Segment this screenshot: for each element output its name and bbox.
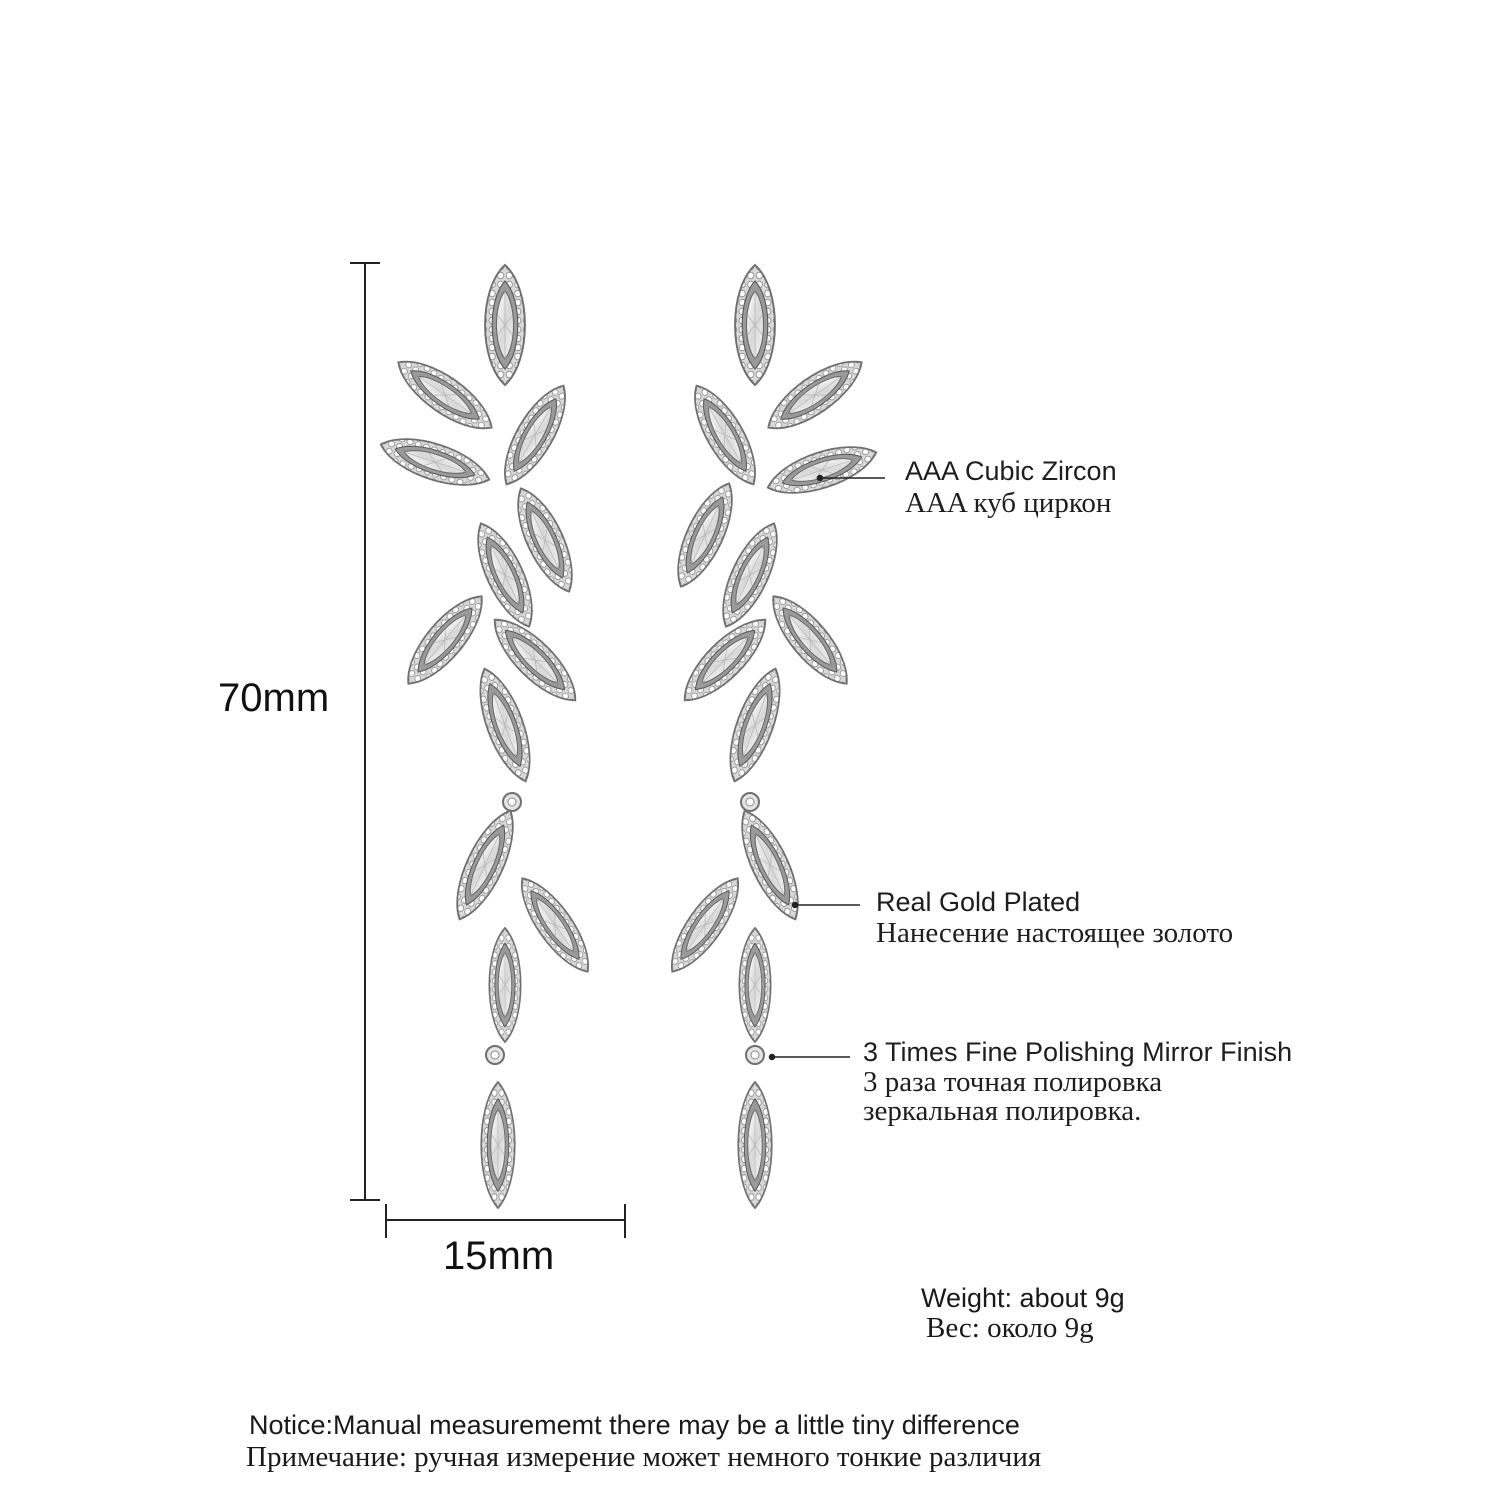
- callout-polish-ru-line2: зеркальная полировка.: [863, 1095, 1142, 1127]
- height-label: 70mm: [218, 676, 330, 720]
- callout-zircon-en: AAA Cubic Zircon: [905, 456, 1117, 486]
- left-earring: [375, 265, 601, 1208]
- weight-ru: Вес: около 9g: [926, 1312, 1094, 1344]
- callout-polish-en: 3 Times Fine Polishing Mirror Finish: [863, 1037, 1293, 1067]
- callout-polish-ru: 3 раза точная полировка: [863, 1066, 1163, 1098]
- notice-ru: Примечание: ручная измерение может немного тонкие различия: [246, 1441, 1042, 1473]
- right-earring: [659, 265, 882, 1208]
- callout-leaders: [770, 476, 886, 1060]
- callout-gold-en: Real Gold Plated: [876, 887, 1081, 917]
- notice-en: Notice:Manual measurememt there may be a little tiny difference: [249, 1410, 1020, 1440]
- height-dimension-line: [350, 263, 380, 1200]
- callout-zircon-ru: AAA куб циркон: [905, 487, 1112, 519]
- callout-gold-ru: Нанесение настоящее золото: [876, 917, 1234, 949]
- weight-en: Weight: about 9g: [921, 1283, 1125, 1313]
- width-label: 15mm: [443, 1234, 555, 1278]
- width-dimension-line: [386, 1204, 625, 1238]
